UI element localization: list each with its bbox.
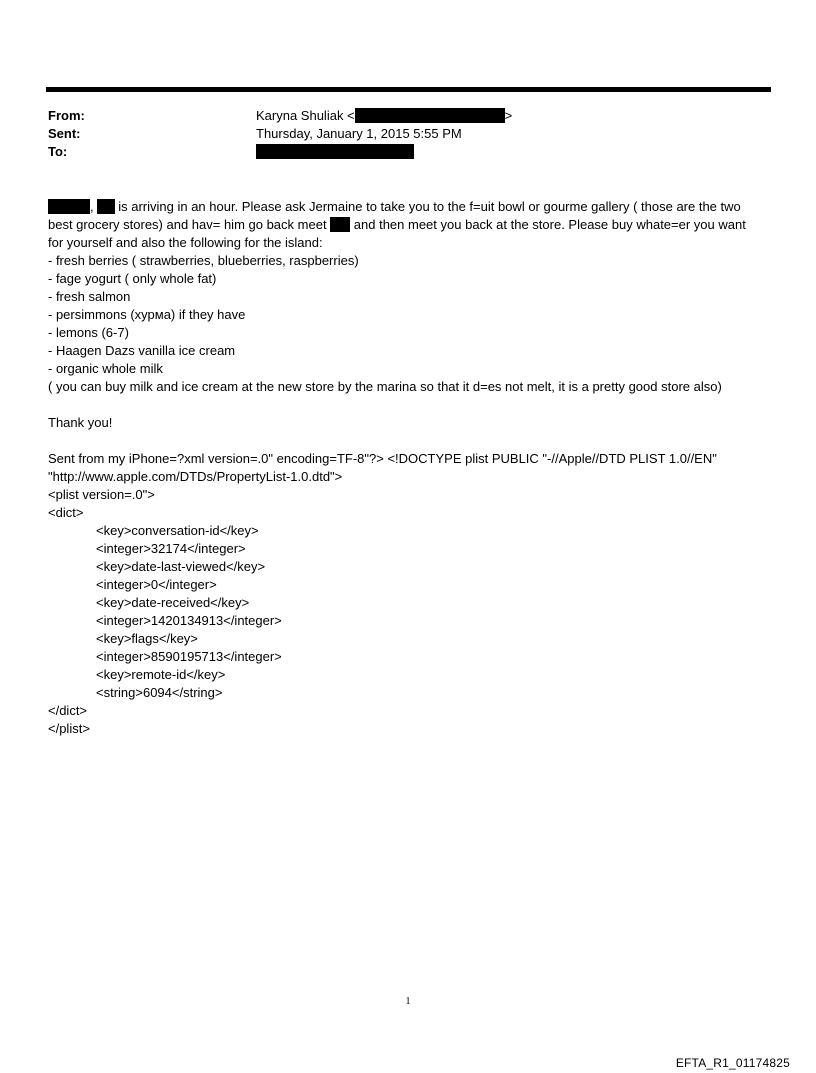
list-item: - fage yogurt ( only whole fat) bbox=[48, 271, 217, 286]
body-line bbox=[48, 216, 772, 234]
plist-line: <integer>0</integer> bbox=[96, 577, 217, 592]
redaction-box bbox=[330, 217, 350, 232]
signature-line: Sent from my iPhone=?xml version=.0" encoding=TF-8"?> <!DOCTYPE plist PUBLIC "-//Apple//DTD PLIST 1.0//EN" bbox=[48, 451, 717, 466]
to-label: To: bbox=[48, 144, 68, 159]
body-text: , bbox=[90, 199, 94, 214]
plist-line: <integer>8590195713</integer> bbox=[96, 649, 282, 664]
from-close: > bbox=[504, 108, 513, 123]
plist-line: <key>date-last-viewed</key> bbox=[96, 559, 266, 574]
list-item: - organic whole milk bbox=[48, 361, 163, 376]
from-name: Karyna Shuliak < bbox=[256, 108, 355, 123]
plist-line: <string>6094</string> bbox=[96, 685, 223, 700]
sent-label: Sent: bbox=[48, 126, 81, 141]
body-text: is arriving in an hour. Please ask Jermaine to take you to the f=uit bowl or gourme gallery ( those are the two bbox=[114, 199, 741, 214]
body-line: for yourself and also the following for the island: bbox=[48, 235, 323, 250]
plist-line: <key>date-received</key> bbox=[96, 595, 250, 610]
from-label: From: bbox=[48, 108, 85, 123]
header-rule bbox=[46, 87, 771, 92]
list-item: - fresh salmon bbox=[48, 289, 131, 304]
plist-line: <plist version=.0"> bbox=[48, 487, 155, 502]
list-item: - Haagen Dazs vanilla ice cream bbox=[48, 343, 236, 358]
plist-line: <key>conversation-id</key> bbox=[96, 523, 259, 538]
redaction-box bbox=[256, 144, 414, 159]
to-value bbox=[256, 143, 414, 161]
plist-line: <key>remote-id</key> bbox=[96, 667, 226, 682]
page-number: 1 bbox=[405, 996, 411, 1007]
list-item: - lemons (6-7) bbox=[48, 325, 129, 340]
body-line: ( you can buy milk and ice cream at the new store by the marina so that it d=es not melt, it is a pretty good store also) bbox=[48, 379, 722, 394]
body-text: and then meet you back at the store. Please buy whate=er you want bbox=[350, 217, 746, 232]
from-value bbox=[256, 107, 512, 125]
list-item: - persimmons (хурма) if they have bbox=[48, 307, 246, 322]
plist-line: </dict> bbox=[48, 703, 88, 718]
redaction-box bbox=[48, 199, 90, 214]
sent-value: Thursday, January 1, 2015 5:55 PM bbox=[256, 126, 462, 141]
plist-line: <integer>32174</integer> bbox=[96, 541, 246, 556]
thanks-line: Thank you! bbox=[48, 415, 113, 430]
message-body bbox=[48, 198, 772, 738]
body-line bbox=[48, 198, 772, 216]
list-item: - fresh berries ( strawberries, blueberries, raspberries) bbox=[48, 253, 359, 268]
body-text: best grocery stores) and hav= him go back meet bbox=[48, 217, 331, 232]
redaction-box bbox=[355, 108, 505, 123]
redaction-box bbox=[97, 199, 115, 214]
plist-line: <key>flags</key> bbox=[96, 631, 198, 646]
bates-number: EFTA_R1_01174825 bbox=[675, 1056, 790, 1070]
plist-line: <dict> bbox=[48, 505, 84, 520]
plist-line: <integer>1420134913</integer> bbox=[96, 613, 282, 628]
plist-line: </plist> bbox=[48, 721, 90, 736]
signature-line: "http://www.apple.com/DTDs/PropertyList-1.0.dtd"> bbox=[48, 469, 343, 484]
